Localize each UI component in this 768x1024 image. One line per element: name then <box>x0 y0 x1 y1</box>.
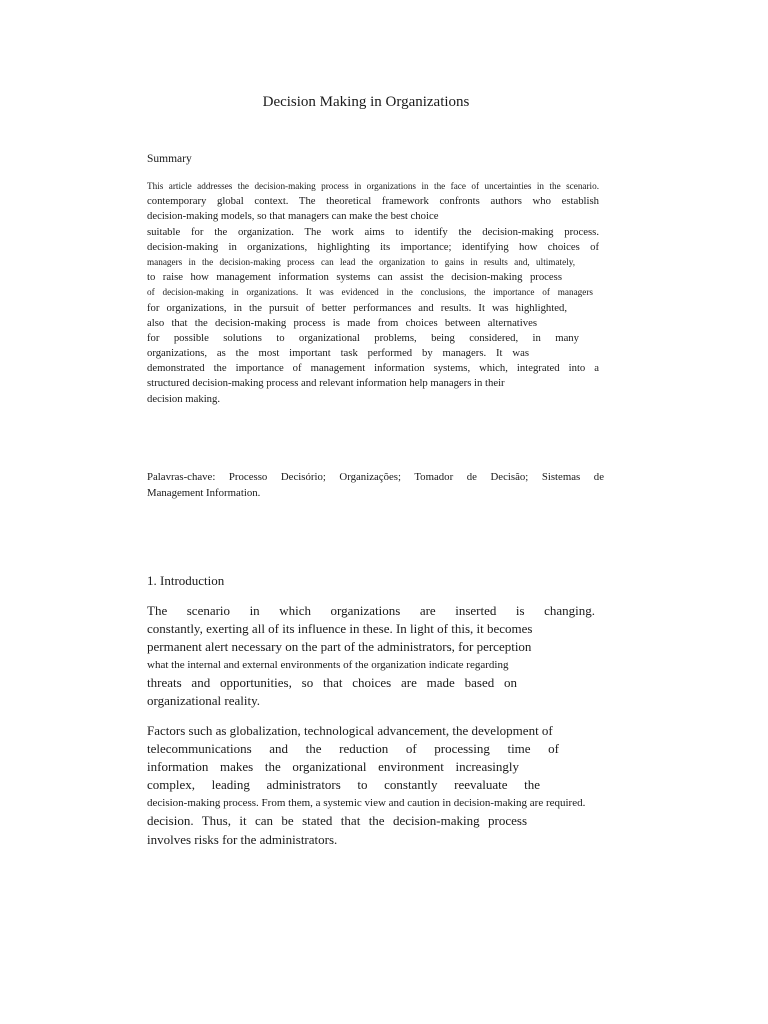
abstract-line: to raise how management information systems can assist the decision-making process <box>147 271 562 284</box>
abstract-line: demonstrated the importance of management information systems, which, integrated into a <box>147 362 599 375</box>
abstract-line: also that the decision-making process is made from choices between alternatives <box>147 316 537 329</box>
abstract-line: contemporary global context. The theoretical framework confronts authors who establish <box>147 195 599 208</box>
paragraph-line: decision. Thus, it can be stated that the decision-making process <box>147 813 527 829</box>
abstract-line: for possible solutions to organizational problems, being considered, in many <box>147 331 579 344</box>
abstract-line: of decision-making in organizations. It was evidenced in the conclusions, the importance of managers <box>147 287 593 298</box>
paragraph-line: constantly, exerting all of its influence in these. In light of this, it becomes <box>147 621 533 637</box>
abstract-line: decision-making in organizations, highlighting its importance; identifying how choices of <box>147 240 599 253</box>
keywords <box>147 470 604 501</box>
summary-heading: Summary <box>147 153 192 165</box>
paragraph-line: decision-making process. From them, a systemic view and caution in decision-making are required. <box>147 797 586 810</box>
introduction-paragraph-1 <box>147 602 595 711</box>
section-heading: 1. Introduction <box>147 573 225 588</box>
abstract-line: for organizations, in the pursuit of better performances and results. It was highlighted, <box>147 301 567 314</box>
paragraph-line: what the internal and external environments of the organization indicate regarding <box>147 659 509 672</box>
paragraph-line: threats and opportunities, so that choices are made based on <box>147 675 517 691</box>
abstract-line: managers in the decision-making process can lead the organization to gains in results and, ultimately, <box>147 256 575 267</box>
paragraph-line: involves risks for the administrators. <box>147 831 338 847</box>
abstract-line: decision-making models, so that managers can make the best choice <box>147 210 439 223</box>
paragraph-line: permanent alert necessary on the part of the administrators, for perception <box>147 639 532 655</box>
document-title-text: Decision Making in Organizations <box>262 94 470 110</box>
abstract-line: This article addresses the decision-making process in organizations in the face of uncertainties in the scenario. <box>147 181 599 191</box>
abstract-line: structured decision-making process and relevant information help managers in their <box>147 377 505 390</box>
paragraph-line: organizational reality. <box>147 693 260 709</box>
keywords-line: Management Information. <box>147 486 261 499</box>
paragraph-line: complex, leading administrators to constantly reevaluate the <box>147 777 540 793</box>
paragraph-line: The scenario in which organizations are inserted is changing. <box>147 603 595 618</box>
paragraph-line: Factors such as globalization, technological advancement, the development of <box>147 723 553 738</box>
abstract-line: suitable for the organization. The work aims to identify the decision-making process. <box>147 225 599 238</box>
keywords-line: Palavras-chave: Processo Decisório; Organizações; Tomador de Decisão; Sistemas de <box>147 471 604 483</box>
paragraph-line: information makes the organizational environment increasingly <box>147 759 519 775</box>
introduction-paragraph-2 <box>147 722 595 849</box>
abstract-line: decision making. <box>147 392 221 405</box>
paragraph-line: telecommunications and the reduction of processing time of <box>147 741 559 757</box>
abstract-line: organizations, as the most important task performed by managers. It was <box>147 347 529 360</box>
document-title <box>0 92 732 112</box>
abstract-text <box>147 179 599 407</box>
